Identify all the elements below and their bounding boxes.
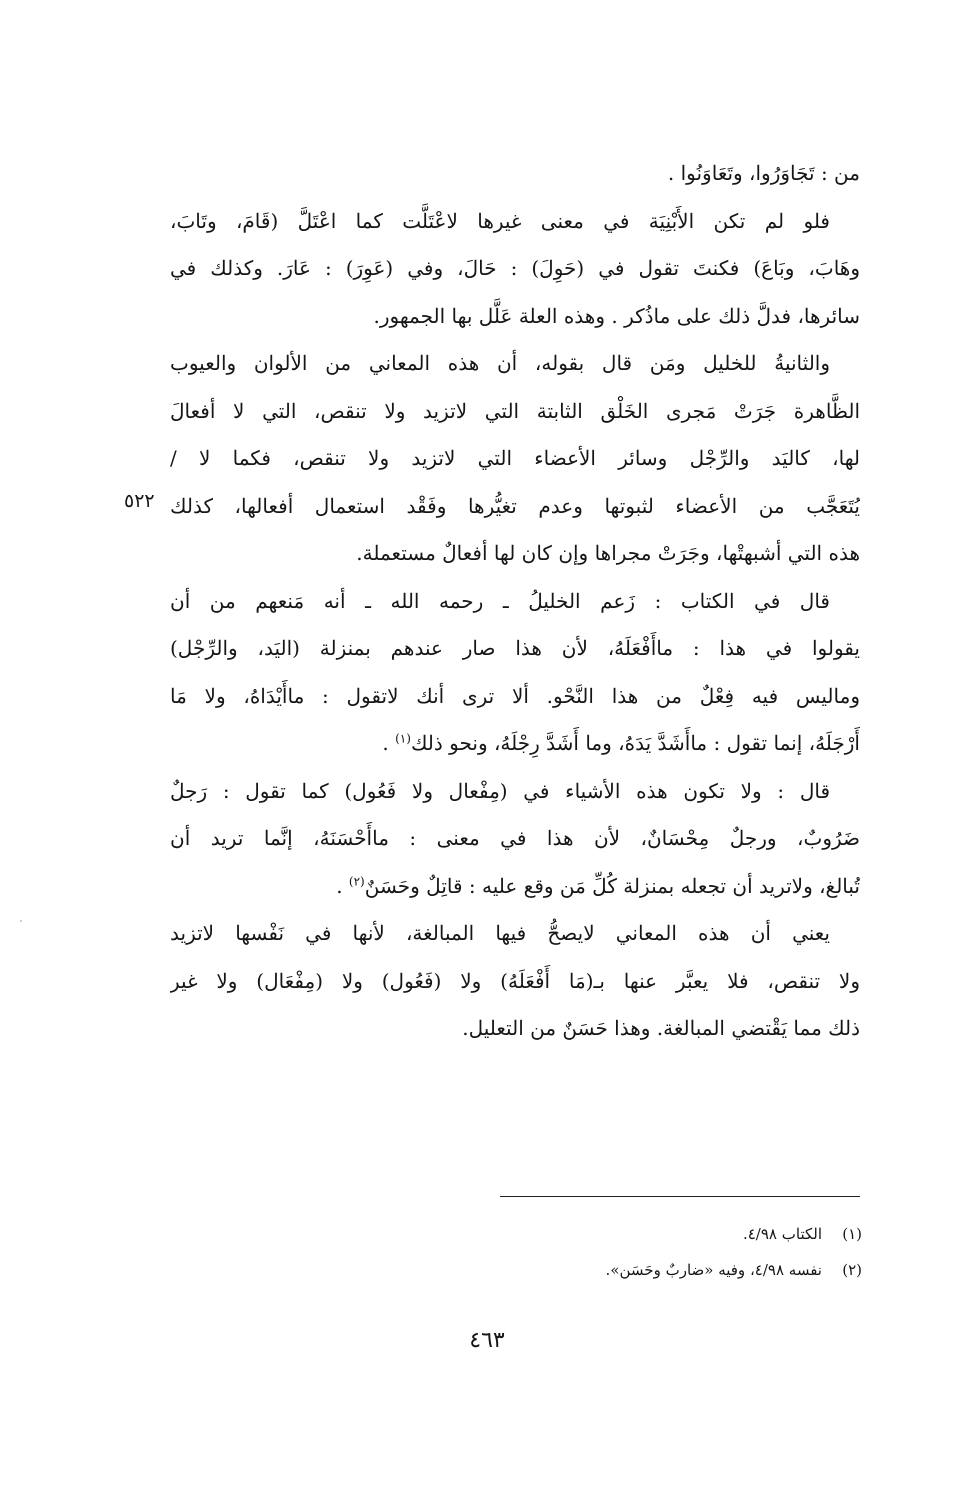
text-line: تُبالغ، ولاتريد أن تجعله بمنزلة كُلِّ مَن وقع عليه : قاتِلٌ وحَسَنٌ — [364, 873, 860, 898]
text-line: ذلك مما يَقْتضي المبالغة. وهذا حَسَنٌ من التعليل. — [462, 1016, 860, 1040]
scan-speck — [20, 920, 22, 922]
text-line: يقولوا في هذا : ماأَفْعَلَهُ، لأن هذا صار عندهم بمنزلة (اليَد، والرِّجْل) — [170, 636, 860, 660]
text-line: قال : ولا تكون هذه الأشياء في (مِفْعال ولا فَعُول) كما تقول : رَجلٌ — [170, 778, 830, 803]
page-number: ٤٦٣ — [469, 1328, 505, 1353]
text-line: والثانيةُ للخليل ومَن قال بقوله، أن هذه المعاني من الألوان والعيوب — [170, 351, 830, 375]
footnote-number: (٢) — [842, 1261, 862, 1279]
text-line: يُتَعَجَّب من الأعضاء لثبوتها وعدم تغيُّرها وفَقْد استعمال أفعالها، كذلك — [170, 493, 860, 518]
text-line-with-ref — [170, 863, 860, 911]
text-line: لها، كاليَد والرِّجْل وسائر الأعضاء التي لاتزيد ولا تنقص، فكما لا / — [170, 446, 860, 470]
text-line: وهَابَ، وبَاعَ) فكنتَ تقول في (حَوِلَ) : حَالَ، وفي (عَوِرَ) : عَارَ. وكذلك في — [170, 256, 860, 280]
margin-page-reference: ٥٢٢ — [124, 490, 155, 512]
text-line: أَرْجَلَهُ، إنما تقول : ماأَشَدَّ يَدَهُ، وما أَشَدَّ رِجْلَهُ، ونحو ذلك — [410, 731, 860, 755]
line-end: . — [382, 731, 396, 755]
text-line: ضَرُوبٌ، ورجلٌ مِحْسَانٌ، لأن هذا في معنى : ماأَحْسَنَهُ، إنَّما تريد أن — [170, 826, 860, 850]
line-end: . — [336, 873, 349, 898]
text-line: الظَّاهرة جَرَتْ مَجرى الخَلْق الثابتة التي لاتزيد ولا تنقص، التي لا أفعالَ — [170, 398, 860, 423]
footnote-divider — [500, 1196, 860, 1197]
footnote-text: الكتاب ٤/٩٨. — [742, 1225, 822, 1243]
text-line: سائرها، فدلَّ ذلك على ماذُكر . وهذه العلة عَلَّل بها الجمهور. — [373, 303, 860, 328]
footnote-item — [470, 1216, 862, 1252]
text-line: من : تَجَاوَرُوا، وتَعَاوَنُوا . — [667, 161, 860, 185]
text-line-with-ref — [170, 720, 860, 768]
text-line: وماليس فيه فِعْلٌ من هذا النَّحْو. ألا ترى أنك لاتقول : ماأَيْدَاهُ، ولا مَا — [170, 683, 860, 708]
footnotes — [470, 1216, 862, 1288]
footnote-item — [470, 1252, 862, 1288]
footnote-number: (١) — [842, 1225, 862, 1243]
text-line: فلو لم تكن الأَبْنِيَة في معنى غيرها لاعْتَلَّت كما اعْتَلَّ (قَامَ، وتَابَ، — [170, 208, 830, 233]
footnote-text: نفسه ٤/٩٨، وفيه «ضاربٌ وحَسَن». — [605, 1261, 822, 1279]
text-line: ولا تنقص، فلا يعبَّر عنها بـ(مَا أَفْعَلَهُ) ولا (فَعُول) ولا (مِفْعَال) ولا غير — [170, 968, 860, 993]
footnote-ref-1: (١) — [395, 731, 411, 746]
text-line: قال في الكتاب : زَعم الخليلُ ـ رحمه الله ـ أنه مَنعهم من أن — [170, 588, 830, 613]
body-text — [170, 150, 860, 1053]
footnote-ref-2: (٢) — [348, 873, 365, 888]
text-line: يعني أن هذه المعاني لايصحُّ فيها المبالغة، لأنها في نَفْسها لاتزيد — [170, 921, 830, 945]
text-line: هذه التي أشبهتْها، وجَرَتْ مجراها وإن كان لها أفعالٌ مستعملة. — [356, 541, 860, 565]
